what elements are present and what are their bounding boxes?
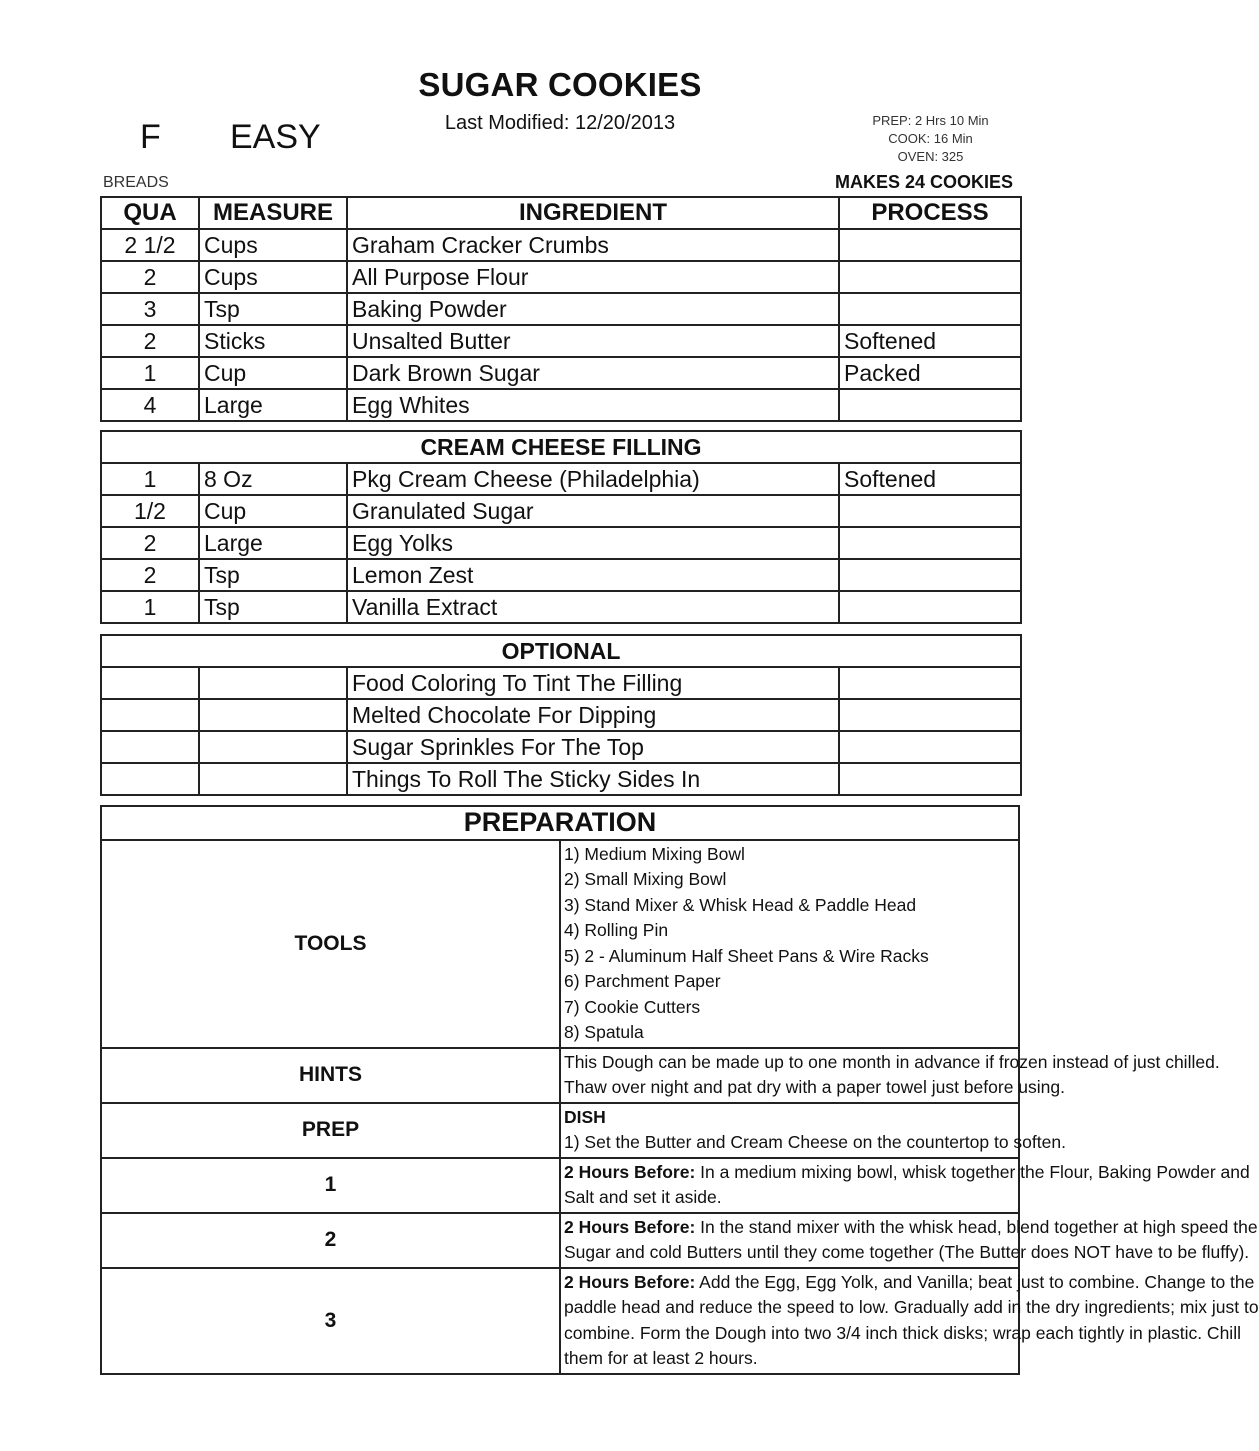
cell-qua: 2 1/2 xyxy=(101,229,199,261)
step-line xyxy=(564,1346,1015,1372)
filling-table xyxy=(100,430,1022,624)
yield-label: MAKES 24 COOKIES xyxy=(834,172,1013,192)
step-row xyxy=(101,1158,1019,1213)
cook-time: COOK: 16 Min xyxy=(888,131,973,146)
cell-ingredient: Baking Powder xyxy=(347,293,839,325)
ingredient-row xyxy=(101,261,1021,293)
ingredient-row xyxy=(101,763,1021,795)
time-info xyxy=(858,112,1003,166)
prep-row xyxy=(101,1103,1019,1158)
cell-process xyxy=(839,293,1021,325)
prep-instruction: 1) Set the Butter and Cream Cheese on the countertop to soften. xyxy=(564,1132,1066,1152)
step-line-text: In a medium mixing bowl, whisk together the Flour, Baking Powder and xyxy=(695,1161,1250,1182)
tool-item: 4) Rolling Pin xyxy=(564,920,669,940)
step-line xyxy=(564,1215,1258,1241)
tools-row xyxy=(101,840,1019,1048)
hint-line: This Dough can be made up to one month in advance if frozen instead of just chilled. xyxy=(564,1051,1220,1072)
step-lead: 2 Hours Before: xyxy=(564,1271,696,1292)
cell-qua: 2 xyxy=(101,325,199,357)
cell-ingredient: Vanilla Extract xyxy=(347,591,839,623)
cell-measure: Large xyxy=(199,389,347,421)
cell-qua: 1/2 xyxy=(101,495,199,527)
cell-qua: 2 xyxy=(101,559,199,591)
ingredient-row xyxy=(101,463,1021,495)
step-line-text: Add the Egg, Egg Yolk, and Vanilla; beat just to combine. Change to the xyxy=(695,1271,1255,1292)
step-line xyxy=(564,1240,1250,1266)
cell-process: Softened xyxy=(839,325,1021,357)
step-line-text: paddle head and reduce the speed to low. Gradually add in the dry ingredients; mix just to xyxy=(564,1297,1259,1317)
tool-item: 5) 2 - Aluminum Half Sheet Pans & Wire Racks xyxy=(564,945,929,966)
oven-temp: OVEN: 325 xyxy=(897,149,964,164)
cell-measure: Tsp xyxy=(199,559,347,591)
hints-label: HINTS xyxy=(101,1048,560,1103)
tools-list xyxy=(560,840,1019,1048)
cell-process xyxy=(839,591,1021,623)
tool-item: 2) Small Mixing Bowl xyxy=(564,869,727,889)
ingredient-row xyxy=(101,731,1021,763)
ingredient-row xyxy=(101,357,1021,389)
ingredient-row xyxy=(101,293,1021,325)
hints-row xyxy=(101,1048,1019,1103)
cell-ingredient: Granulated Sugar xyxy=(347,495,839,527)
cell-qua: 4 xyxy=(101,389,199,421)
cell-ingredient: Things To Roll The Sticky Sides In xyxy=(347,763,839,795)
step-text xyxy=(560,1158,1250,1213)
cell-qua: 2 xyxy=(101,261,199,293)
difficulty-label: EASY xyxy=(230,118,321,156)
optional-table xyxy=(100,634,1022,796)
step-line xyxy=(564,1295,1259,1321)
cell-measure xyxy=(199,731,347,763)
preparation-title: PREPARATION xyxy=(101,806,1019,840)
cell-ingredient: Dark Brown Sugar xyxy=(347,357,839,389)
prep-label: PREP xyxy=(101,1103,560,1158)
ingredient-row xyxy=(101,389,1021,421)
step-line-text: Sugar and cold Butters until they come together (The Butter does NOT have to be fluffy). xyxy=(564,1242,1250,1262)
ingredient-row xyxy=(101,667,1021,699)
prep-text xyxy=(560,1103,1066,1158)
cell-measure xyxy=(199,763,347,795)
cell-measure: Tsp xyxy=(199,591,347,623)
tool-item: 3) Stand Mixer & Whisk Head & Paddle Head xyxy=(564,894,917,915)
ingredients-table xyxy=(100,196,1022,422)
step-line xyxy=(564,1270,1255,1296)
cell-measure xyxy=(199,667,347,699)
step-number: 1 xyxy=(101,1158,560,1213)
cell-measure: Cup xyxy=(199,357,347,389)
step-line-text: Salt and set it aside. xyxy=(564,1187,722,1207)
ingredient-row xyxy=(101,591,1021,623)
step-lead: 2 Hours Before: xyxy=(564,1161,696,1182)
cell-process xyxy=(839,389,1021,421)
cell-process: Packed xyxy=(839,357,1021,389)
cell-qua xyxy=(101,699,199,731)
cell-ingredient: Egg Whites xyxy=(347,389,839,421)
cell-process xyxy=(839,559,1021,591)
cell-ingredient: Unsalted Butter xyxy=(347,325,839,357)
grade-letter: F xyxy=(140,118,161,156)
cell-qua: 1 xyxy=(101,591,199,623)
cell-measure: Cups xyxy=(199,229,347,261)
cell-process xyxy=(839,667,1021,699)
cell-qua xyxy=(101,763,199,795)
cell-measure: Cup xyxy=(199,495,347,527)
step-row xyxy=(101,1213,1019,1268)
cell-qua xyxy=(101,667,199,699)
cell-process xyxy=(839,731,1021,763)
col-process: PROCESS xyxy=(839,197,1021,229)
cell-qua: 1 xyxy=(101,357,199,389)
cell-ingredient: Pkg Cream Cheese (Philadelphia) xyxy=(347,463,839,495)
category-label: BREADS xyxy=(103,174,169,191)
cell-process: Softened xyxy=(839,463,1021,495)
tools-label: TOOLS xyxy=(101,840,560,1048)
tool-item: 1) Medium Mixing Bowl xyxy=(564,843,745,864)
hint-line: Thaw over night and pat dry with a paper towel just before using. xyxy=(564,1077,1065,1097)
cell-qua: 2 xyxy=(101,527,199,559)
cell-qua: 1 xyxy=(101,463,199,495)
cell-measure: 8 Oz xyxy=(199,463,347,495)
ingredients-header-row xyxy=(101,197,1021,229)
tool-item: 8) Spatula xyxy=(564,1022,644,1042)
step-lead: 2 Hours Before: xyxy=(564,1216,696,1237)
cell-qua xyxy=(101,731,199,763)
step-line-text: In the stand mixer with the whisk head, blend together at high speed the xyxy=(695,1216,1258,1237)
step-line-text: them for at least 2 hours. xyxy=(564,1348,758,1368)
cell-process xyxy=(839,699,1021,731)
step-line xyxy=(564,1321,1241,1347)
preparation-table xyxy=(100,805,1259,1375)
step-text xyxy=(560,1268,1259,1374)
hints-text xyxy=(560,1048,1220,1103)
step-number: 3 xyxy=(101,1268,560,1374)
cell-measure xyxy=(199,699,347,731)
ingredient-row xyxy=(101,699,1021,731)
step-line xyxy=(564,1185,1015,1211)
col-measure: MEASURE xyxy=(199,197,347,229)
prep-time: PREP: 2 Hrs 10 Min xyxy=(872,113,989,128)
cell-measure: Sticks xyxy=(199,325,347,357)
cell-ingredient: Egg Yolks xyxy=(347,527,839,559)
step-line-text: combine. Form the Dough into two 3/4 inch thick disks; wrap each tightly in plastic. Chill xyxy=(564,1322,1241,1343)
tool-item: 6) Parchment Paper xyxy=(564,971,721,991)
cell-process xyxy=(839,495,1021,527)
ingredient-row xyxy=(101,559,1021,591)
col-ingredient: INGREDIENT xyxy=(347,197,839,229)
cell-ingredient: Lemon Zest xyxy=(347,559,839,591)
recipe-title: SUGAR COOKIES xyxy=(418,66,702,103)
cell-process xyxy=(839,229,1021,261)
step-text xyxy=(560,1213,1258,1268)
ingredient-row xyxy=(101,495,1021,527)
cell-process xyxy=(839,261,1021,293)
tool-item: 7) Cookie Cutters xyxy=(564,996,701,1017)
col-qua: QUA xyxy=(101,197,199,229)
cell-ingredient: Melted Chocolate For Dipping xyxy=(347,699,839,731)
step-number: 2 xyxy=(101,1213,560,1268)
cell-ingredient: Graham Cracker Crumbs xyxy=(347,229,839,261)
ingredient-row xyxy=(101,527,1021,559)
filling-title: CREAM CHEESE FILLING xyxy=(101,431,1021,463)
ingredient-row xyxy=(101,229,1021,261)
optional-title: OPTIONAL xyxy=(101,635,1021,667)
step-row xyxy=(101,1268,1019,1374)
step-line xyxy=(564,1160,1250,1186)
ingredient-row xyxy=(101,325,1021,357)
cell-process xyxy=(839,763,1021,795)
cell-measure: Tsp xyxy=(199,293,347,325)
cell-measure: Cups xyxy=(199,261,347,293)
cell-measure: Large xyxy=(199,527,347,559)
cell-process xyxy=(839,527,1021,559)
prep-heading: DISH xyxy=(564,1106,606,1127)
cell-ingredient: Sugar Sprinkles For The Top xyxy=(347,731,839,763)
last-modified: Last Modified: 12/20/2013 xyxy=(444,112,676,134)
cell-ingredient: Food Coloring To Tint The Filling xyxy=(347,667,839,699)
cell-ingredient: All Purpose Flour xyxy=(347,261,839,293)
cell-qua: 3 xyxy=(101,293,199,325)
